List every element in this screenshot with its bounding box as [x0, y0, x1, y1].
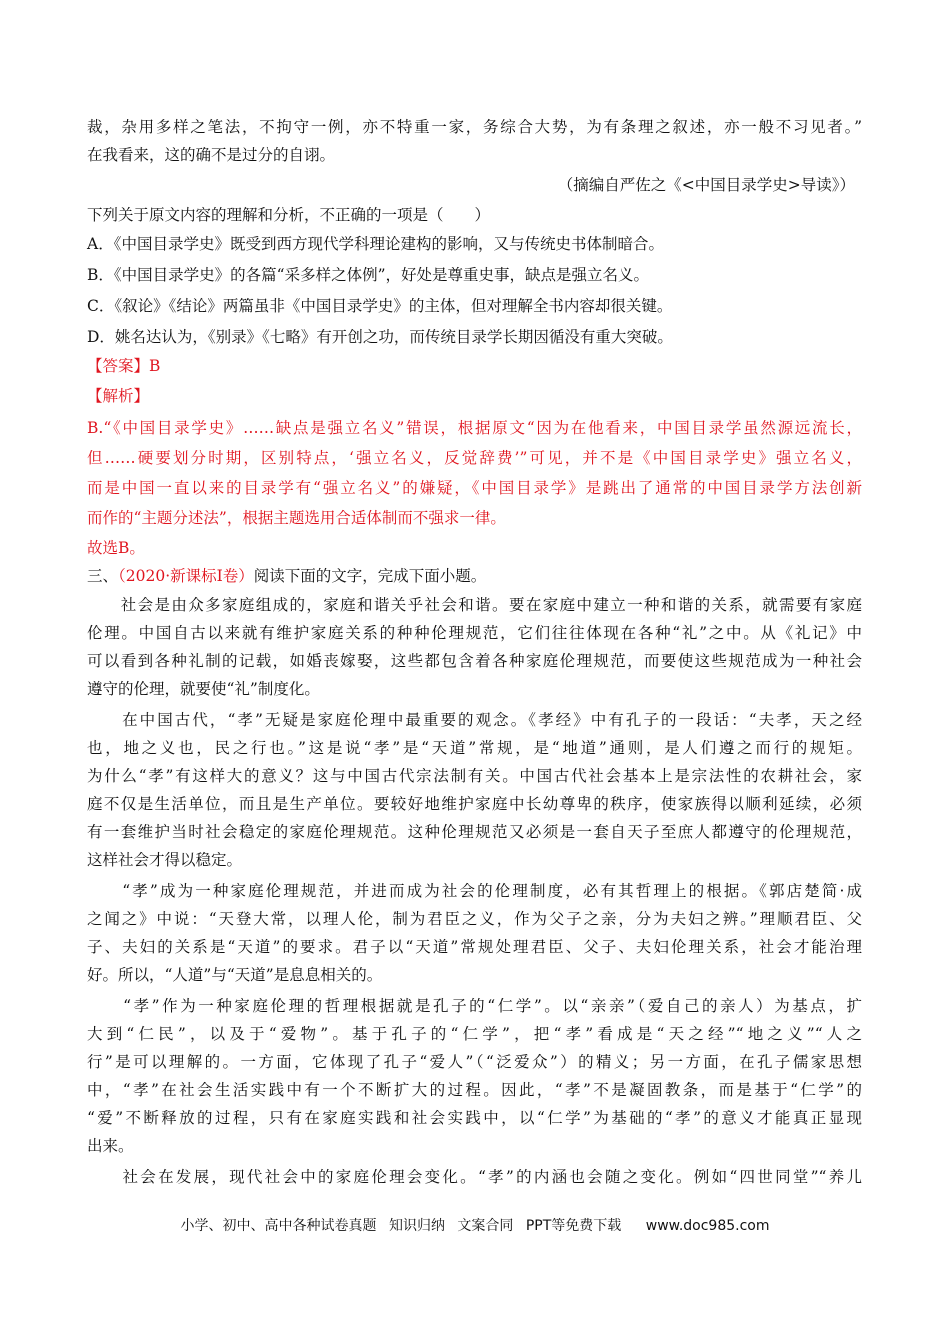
section-source-tag: （2020·新课标Ⅰ卷） — [118, 567, 254, 585]
option-d: D．姚名达认为，《别录》《七略》有开创之功，而传统目录学长期因循没有重大突破。 — [87, 328, 673, 346]
section-number: 三、 — [87, 567, 119, 585]
analysis-conclusion: 故选B。 — [87, 539, 145, 557]
option-a: A．《中国目录学史》既受到西方现代学科理论建构的影响，又与传统史书体制暗合。 — [87, 235, 664, 253]
section-instruction: 阅读下面的文字，完成下面小题。 — [253, 567, 487, 585]
option-c: C．《叙论》《结论》两篇虽非《中国目录学史》的主体，但对理解全书内容却很关键。 — [87, 297, 673, 315]
paragraph-line: 可以看到各种礼制的记载，如婚丧嫁娶，这些都包含着各种家庭伦理规范，而要使这些规范成为一种社会 — [87, 652, 862, 670]
paragraph-line: 有一套维护当时社会稳定的家庭伦理规范。这种伦理规范又必须是一套自天子至庶人都遵守的伦理规范， — [87, 823, 862, 841]
paragraph-line: 社会在发展，现代社会中的家庭伦理会变化。“孝”的内涵也会随之变化。例如“四世同堂”“养儿 — [87, 1168, 862, 1186]
analysis-line: 而作的“主题分述法”，根据主题选用合适体制而不强求一律。 — [87, 509, 506, 527]
paragraph-line: “孝”作为一种家庭伦理的哲理根据就是孔子的“仁学”。以“亲亲”（爱自己的亲人）为基点，扩 — [87, 997, 862, 1015]
option-b: B．《中国目录学史》的各篇“采多样之体例”，好处是尊重史事，缺点是强立名义。 — [87, 266, 649, 284]
paragraph-line: 大到“仁民”，以及于“爱物”。基于孔子的“仁学”，把“孝”看成是“天之经”“地之义”“人之 — [87, 1025, 862, 1043]
paragraph-line: “孝”成为一种家庭伦理规范，并进而成为社会的伦理制度，必有其哲理上的根据。《郭店楚简·成 — [87, 882, 862, 900]
analysis-line: 但……硬要划分时期，区别特点，‘强立名义，反觉辞费’”可见，并不是《中国目录学史》强立名义， — [87, 449, 862, 467]
footer-text: 知识归纳 — [388, 1218, 445, 1234]
footer-text: PPT等免费下载 — [525, 1218, 622, 1234]
footer-url: www.doc985.com — [645, 1218, 770, 1234]
paragraph-line: 中，“孝”在社会生活实践中有一个不断扩大的过程。因此，“孝”不是凝固教条，而是基于“仁学”的 — [87, 1081, 862, 1099]
answer-label: 【答案】B — [87, 357, 161, 375]
passage-source: （摘编自严佐之《<中国目录学史>导读》） — [557, 176, 855, 194]
footer-text: 小学、初中、高中各种试卷真题 — [180, 1218, 377, 1234]
paragraph-line: 伦理。中国自古以来就有维护家庭关系的种种伦理规范，它们往往体现在各种“礼”之中。从《礼记》中 — [87, 624, 862, 642]
analysis-label: 【解析】 — [87, 387, 150, 405]
section-header — [87, 566, 862, 586]
paragraph-line: 在中国古代，“孝”无疑是家庭伦理中最重要的观念。《孝经》中有孔子的一段话：“夫孝，天之经 — [87, 711, 862, 729]
paragraph-line: 出来。 — [87, 1137, 134, 1155]
question-stem: 下列关于原文内容的理解和分析，不正确的一项是（ ） — [87, 206, 491, 224]
paragraph-line: 为什么“孝”有这样大的意义？这与中国古代宗法制有关。中国古代社会基本上是宗法性的农耕社会，家 — [87, 767, 862, 785]
paragraph-line: 社会是由众多家庭组成的，家庭和谐关乎社会和谐。要在家庭中建立一种和谐的关系，就需要有家庭 — [87, 596, 862, 614]
analysis-line: 而是中国一直以来的目录学有“强立名义”的嫌疑，《中国目录学》是跳出了通常的中国目录学方法创新 — [87, 479, 862, 497]
paragraph-line: 也，地之义也，民之行也。”这是说“孝”是“天道”常规，是“地道”通则，是人们遵之而行的规矩。 — [87, 739, 862, 757]
footer-text: 文案合同 — [457, 1218, 514, 1234]
paragraph-line: 好。所以，“人道”与“天道”是息息相关的。 — [87, 966, 383, 984]
paragraph-line: 遵守的伦理，就要使“礼”制度化。 — [87, 680, 320, 698]
passage-line: 裁，杂用多样之笔法，不拘守一例，亦不特重一家，务综合大势，为有条理之叙述，亦一般不习见者。” — [87, 118, 862, 136]
paragraph-line: 行”是可以理解的。一方面，它体现了孔子“爱人”（“泛爱众”）的精义；另一方面，在孔子儒家思想 — [87, 1053, 862, 1071]
paragraph-line: 庭不仅是生活单位，而且是生产单位。要较好地维护家庭中长幼尊卑的秩序，使家族得以顺利延续，必须 — [87, 795, 862, 813]
paragraph-line: 之闻之》中说：“天登大常，以理人伦，制为君臣之义，作为父子之亲，分为夫妇之辨。”理顺君臣、父 — [87, 910, 862, 928]
page-footer — [0, 1215, 950, 1235]
paragraph-line: 这样社会才得以稳定。 — [87, 851, 243, 869]
passage-line: 在我看来，这的确不是过分的自诩。 — [87, 146, 336, 164]
analysis-line: B.“《中国目录学史》……缺点是强立名义”错误，根据原文“因为在他看来，中国目录学虽然源远流长， — [87, 419, 862, 437]
paragraph-line: “爱”不断释放的过程，只有在家庭实践和社会实践中，以“仁学”为基础的“孝”的意义才能真正显现 — [87, 1109, 862, 1127]
paragraph-line: 子、夫妇的关系是“天道”的要求。君子以“天道”常规处理君臣、父子、夫妇伦理关系，社会才能治理 — [87, 938, 862, 956]
